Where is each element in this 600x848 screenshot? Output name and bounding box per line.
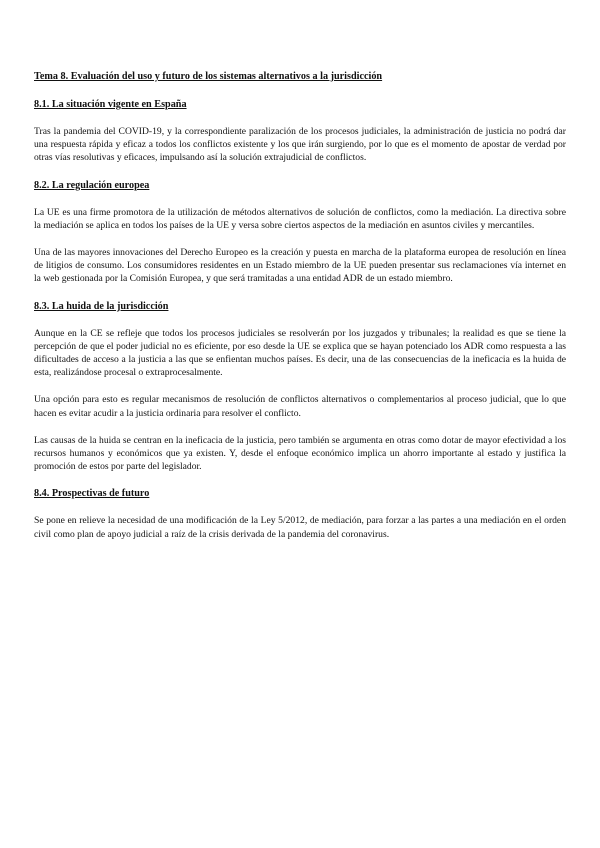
paragraph: La UE es una firme promotora de la utilización de métodos alternativos de solución de conflictos, como la mediación. La directiva sobre la mediación se aplica en todos los países de la UE y versa sobre ciertos aspectos de la mediación en asuntos civiles y mercantiles.	[34, 206, 566, 231]
section-heading: 8.1. La situación vigente en España	[34, 99, 187, 110]
section-heading: 8.2. La regulación europea	[34, 179, 150, 191]
section-heading: 8.3. La huida de la jurisdicción	[34, 300, 169, 312]
paragraph: Una opción para esto es regular mecanismos de resolución de conflictos alternativos o complementarios al proceso judicial, que lo que hacen es evitar acudir a la justicia ordinaria para resolver el conflicto.	[34, 394, 566, 419]
paragraph: Se pone en relieve la necesidad de una modificación de la Ley 5/2012, de mediación, para forzar a las partes a una mediación en el orden civil como plan de apoyo judicial a raíz de la crisis derivada de la pandemia del coronavirus.	[34, 515, 566, 540]
paragraph: Las causas de la huida se centran en la ineficacia de la justicia, pero también se argumenta en otras como dotar de mayor efectividad a los recursos humanos y económicos que ya existen. Y, desde el enfoque económico implica un ahorro importante al estado y justifica la promoción de estos por parte del legislador.	[34, 434, 566, 473]
section-8-4	[34, 487, 566, 540]
paragraph: Aunque en la CE se refleje que todos los procesos judiciales se resolverán por los juzgados y tribunales; la realidad es que se tiene la percepción de que el poder judicial no es eficiente, por eso desde la UE se explica que se hayan potenciado los ADR como respuesta a las dificultades de acceso a la justicia a las que se enfientan muchos países. Es decir, una de las consecuencias de la ineficacia es la huida de esta, realizándose procesal o extraprocesalmente.	[34, 327, 566, 379]
section-8-3	[34, 300, 566, 474]
section-8-2	[34, 179, 566, 286]
section-8-1	[34, 98, 566, 165]
paragraph: Una de las mayores innovaciones del Derecho Europeo es la creación y puesta en marcha de la plataforma europea de resolución en línea de litigios de consumo. Los consumidores residentes en un Estado miembro de la UE pueden presentar sus reclamaciones vía internet en la web gestionada por la Comisión Europea, y que será tramitadas a una entidad ADR de un estado miembro.	[34, 247, 566, 285]
document-title: Tema 8. Evaluación del uso y futuro de los sistemas alternativos a la jurisdicción	[34, 71, 383, 82]
paragraph: Tras la pandemia del COVID-19, y la correspondiente paralización de los procesos judiciales, la administración de justicia no podrá dar una respuesta rápida y eficaz a todos los conflictos existente y los que irán surgiendo, por lo que es el momento de apostar de verdad por otras vías resolutivas y eficaces, impulsando así la solución extrajudicial de conflictos.	[34, 126, 566, 164]
section-heading: 8.4. Prospectivas de futuro	[34, 488, 150, 500]
